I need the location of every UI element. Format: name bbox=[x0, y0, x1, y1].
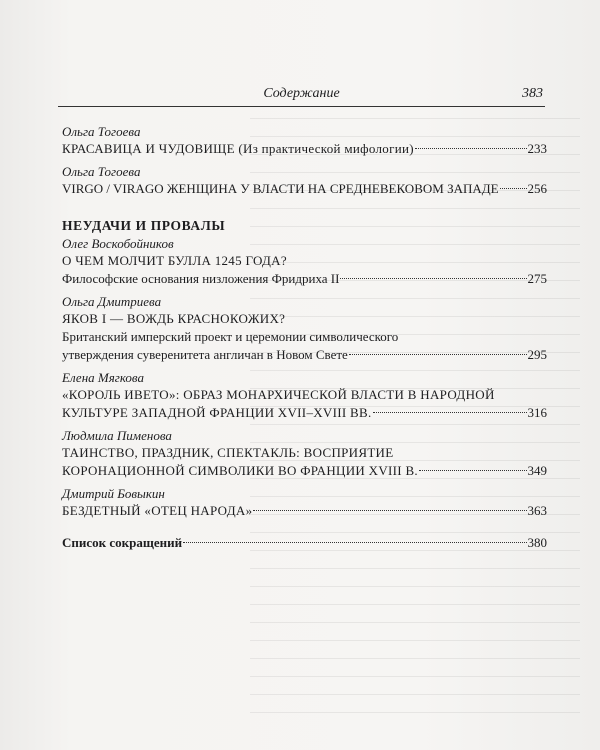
entry-title-line: КОРОНАЦИОННОЙ СИМВОЛИКИ ВО ФРАНЦИИ XVIII В. bbox=[62, 463, 418, 478]
abbreviations-title: Список сокращений bbox=[62, 535, 183, 550]
abbreviations-entry bbox=[62, 534, 547, 552]
entry-line bbox=[62, 180, 547, 198]
entry-page: 275 bbox=[527, 271, 547, 286]
entry-subtitle-line: Британский имперский проект и церемонии символического bbox=[62, 329, 399, 344]
entry-author: Олег Воскобойников bbox=[62, 236, 174, 251]
entry-title-line: «КОРОЛЬ ИВЕТО»: ОБРАЗ МОНАРХИЧЕСКОЙ ВЛАСТИ В НАРОДНОЙ bbox=[62, 387, 495, 402]
dot-leader bbox=[500, 188, 527, 189]
abbreviations-page: 380 bbox=[527, 535, 547, 550]
entry-title: БЕЗДЕТНЫЙ «ОТЕЦ НАРОДА» bbox=[62, 503, 253, 518]
entry-author: Дмитрий Бовыкин bbox=[62, 486, 165, 501]
entry-line bbox=[62, 462, 547, 480]
entry-author: Людмила Пименова bbox=[62, 428, 172, 443]
dot-leader bbox=[253, 510, 526, 511]
entry-author: Ольга Дмитриева bbox=[62, 294, 162, 309]
entry-page: 256 bbox=[527, 181, 547, 196]
dot-leader bbox=[340, 278, 526, 279]
toc-entry bbox=[62, 164, 547, 198]
table-of-contents bbox=[62, 124, 547, 552]
toc-entry bbox=[62, 486, 547, 520]
entry-page: 349 bbox=[527, 463, 547, 478]
dot-leader bbox=[349, 354, 527, 355]
entry-title: ЯКОВ I — ВОЖДЬ КРАСНОКОЖИХ? bbox=[62, 311, 286, 326]
dot-leader bbox=[419, 470, 527, 471]
section-heading: НЕУДАЧИ И ПРОВАЛЫ bbox=[62, 218, 226, 233]
entry-title-line: КУЛЬТУРЕ ЗАПАДНОЙ ФРАНЦИИ XVII–XVIII ВВ. bbox=[62, 405, 372, 420]
header-page-number: 383 bbox=[522, 86, 543, 101]
entry-subtitle-line: утверждения суверенитета англичан в Новом Свете bbox=[62, 347, 348, 362]
toc-entry bbox=[62, 124, 547, 158]
entry-title-line: ТАИНСТВО, ПРАЗДНИК, СПЕКТАКЛЬ: ВОСПРИЯТИЕ bbox=[62, 445, 394, 460]
entry-title: КРАСАВИЦА И ЧУДОВИЩЕ (Из практической мифологии) bbox=[62, 141, 414, 156]
dot-leader bbox=[415, 148, 527, 149]
entry-line bbox=[62, 270, 547, 288]
toc-entry bbox=[62, 428, 547, 480]
toc-entry bbox=[62, 236, 547, 288]
entry-line bbox=[62, 140, 547, 158]
entry-page: 363 bbox=[527, 503, 547, 518]
entry-subtitle: Философские основания низложения Фридриха II bbox=[62, 271, 340, 286]
entry-author: Ольга Тогоева bbox=[62, 164, 141, 179]
entry-line bbox=[62, 502, 547, 520]
entry-page: 316 bbox=[527, 405, 547, 420]
entry-title: VIRGO / VIRAGO ЖЕНЩИНА У ВЛАСТИ НА СРЕДНЕВЕКОВОМ ЗАПАДЕ bbox=[62, 181, 499, 196]
dot-leader bbox=[183, 542, 526, 543]
running-header bbox=[58, 86, 545, 107]
toc-entry bbox=[62, 370, 547, 422]
entry-page: 233 bbox=[527, 141, 547, 156]
header-title: Содержание bbox=[263, 86, 340, 101]
entry-author: Ольга Тогоева bbox=[62, 124, 141, 139]
toc-entry bbox=[62, 294, 547, 364]
entry-page: 295 bbox=[527, 347, 547, 362]
entry-line bbox=[62, 346, 547, 364]
dot-leader bbox=[373, 412, 527, 413]
entry-author: Елена Мягкова bbox=[62, 370, 144, 385]
entry-line bbox=[62, 404, 547, 422]
entry-title: О ЧЕМ МОЛЧИТ БУЛЛА 1245 ГОДА? bbox=[62, 253, 287, 268]
